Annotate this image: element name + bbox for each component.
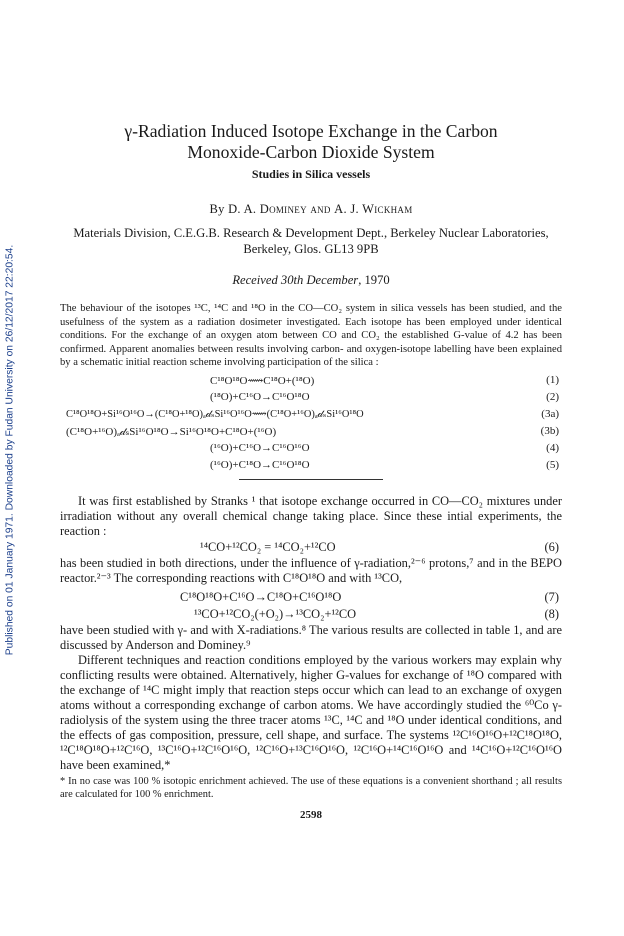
author-2: A. J. Wickham: [334, 202, 413, 216]
equation-formula: (¹⁶O)+C¹⁶O→C¹⁶O¹⁶O: [210, 441, 310, 454]
title-line-1: γ-Radiation Induced Isotope Exchange in the Carbon: [124, 121, 498, 141]
scheme-equation: [60, 458, 562, 475]
equation-number: (2): [546, 390, 559, 403]
equation-formula: C¹⁸O¹⁸O+C¹⁶O→C¹⁸O+C¹⁶O¹⁸O: [180, 589, 342, 604]
abstract: The behaviour of the isotopes ¹³C, ¹⁴C and ¹⁸O in the CO—CO₂ system in silica vessels has been studied, and the usefulness of the system as a radiation dosimeter investigated. Each isotope has been employed under identical conditions. For the exchange of an oxygen atom between CO and CO₂ the established G-value of 4.2 has been confirmed. Apparent anomalies between results involving carbon- and oxygen-isotope labelling have been explained by a schematic initial reaction scheme involving participation of the silica :: [60, 303, 562, 369]
page-number: 2598: [300, 808, 322, 821]
paragraph-methods: Different techniques and reaction conditions employed by the various workers may explain why conflicting results were obtained. Alternatively, higher G-values for exchange of ¹⁸O compared with the exchange of ¹⁴C might imply that reaction steps occur which can lead to an exchange of oxygen atoms without a corresponding exchange of carbon atoms. We have accordingly studied the ⁶⁰Co γ-radiolysis of the system using the three tracer atoms ¹³C, ¹⁴C and ¹⁸O under identical conditions, and the effects of gas composition, pressure, cell shape, and surface. The systems ¹²C¹⁶O¹⁶O+¹²C¹⁸O¹⁸O, ¹²C¹⁸O¹⁸O+¹²C¹⁶O, ¹³C¹⁶O+¹²C¹⁶O¹⁶O, ¹²C¹⁶O+¹³C¹⁶O¹⁶O, ¹²C¹⁶O+¹⁴C¹⁶O¹⁶O and ¹⁴C¹⁶O+¹²C¹⁶O¹⁶O have been examined,*: [60, 652, 562, 772]
body-text: [60, 494, 562, 773]
body-equation: [60, 589, 562, 606]
equation-number: (5): [546, 458, 559, 471]
section-divider: [239, 479, 383, 480]
equation-formula: (¹⁸O)+C¹⁶O→C¹⁶O¹⁸O: [210, 390, 310, 403]
scheme-equation: [60, 424, 562, 441]
article-page: [60, 121, 562, 821]
equation-formula: ¹³CO+¹²CO₂(+O₂)→¹³CO₂+¹²CO: [194, 606, 357, 621]
article-subtitle: Studies in Silica vessels: [251, 167, 371, 181]
footnote: * In no case was 100 % isotopic enrichment achieved. The use of these equations is a convenient shorthand ; all results are calculated for 100 % enrichment.: [60, 775, 562, 800]
equation-formula: (C¹⁸O+¹⁶O)ₐ𝒹ₛSi¹⁶O¹⁸O→Si¹⁶O¹⁸O+C¹⁸O+(¹⁶O): [66, 425, 277, 438]
equation-formula: (¹⁶O)+C¹⁸O→C¹⁶O¹⁸O: [210, 458, 310, 471]
author-line: [60, 202, 562, 217]
paragraph-continued: has been studied in both directions, under the influence of γ-radiation,²⁻⁶ protons,⁷ and in the BEPO reactor.²⁻³ The corresponding reactions with C¹⁸O¹⁸O and with ¹³CO,: [60, 555, 562, 585]
author-1: D. A. Dominey: [228, 202, 307, 216]
authors-conjunction: and: [310, 202, 331, 216]
equation-number: (1): [546, 373, 559, 386]
download-provenance-text: Published on 01 January 1971. Downloaded by Fudan University on 26/12/2017 22:20:54.: [4, 244, 16, 656]
equation-number: (3b): [540, 424, 559, 437]
received-day-month: 30th December: [280, 273, 359, 287]
scheme-equation: [60, 407, 562, 424]
equation-formula: C¹⁸O¹⁸O+Si¹⁶O¹⁶O→(C¹⁸O+¹⁸O)ₐ𝒹ₛSi¹⁶O¹⁶O⟿(C¹⁸O+¹⁶O)ₐ𝒹ₛSi¹⁶O¹⁸O: [66, 408, 364, 420]
paragraph-intro: It was first established by Stranks ¹ that isotope exchange occurred in CO—CO₂ mixtures under irradiation without any overall chemical change taking place. Since these intial experiments, the reaction :: [60, 493, 562, 538]
received-date: [60, 273, 562, 288]
equation-number: (7): [544, 589, 559, 604]
received-year: , 1970: [358, 273, 390, 287]
body-equation: [60, 606, 562, 623]
affiliation: Materials Division, C.E.G.B. Research & Development Dept., Berkeley Nuclear Laboratories, Berkeley, Glos. GL13 9PB: [73, 226, 549, 256]
download-provenance-note: [3, 130, 17, 770]
equation-number: (3a): [541, 407, 559, 420]
authors-prefix: By: [209, 202, 225, 216]
body-equation: [60, 539, 562, 556]
equation-number: (4): [546, 441, 559, 454]
article-title: [60, 121, 562, 163]
title-line-2: Monoxide-Carbon Dioxide System: [187, 142, 435, 162]
equation-number: (8): [544, 606, 559, 621]
reaction-scheme: [60, 373, 562, 475]
equation-formula: ¹⁴CO+¹²CO₂ = ¹⁴CO₂+¹²CO: [200, 539, 336, 554]
scheme-equation: [60, 441, 562, 458]
scheme-equation: [60, 390, 562, 407]
received-label: Received: [232, 273, 278, 287]
paragraph-continued: have been studied with γ- and with X-radiations.⁸ The various results are collected in table 1, and are discussed by Anderson and Dominey.⁹: [60, 622, 562, 652]
equation-formula: C¹⁸O¹⁸O⟿C¹⁸O+(¹⁸O): [210, 374, 315, 387]
equation-number: (6): [544, 539, 559, 554]
scheme-equation: [60, 373, 562, 390]
